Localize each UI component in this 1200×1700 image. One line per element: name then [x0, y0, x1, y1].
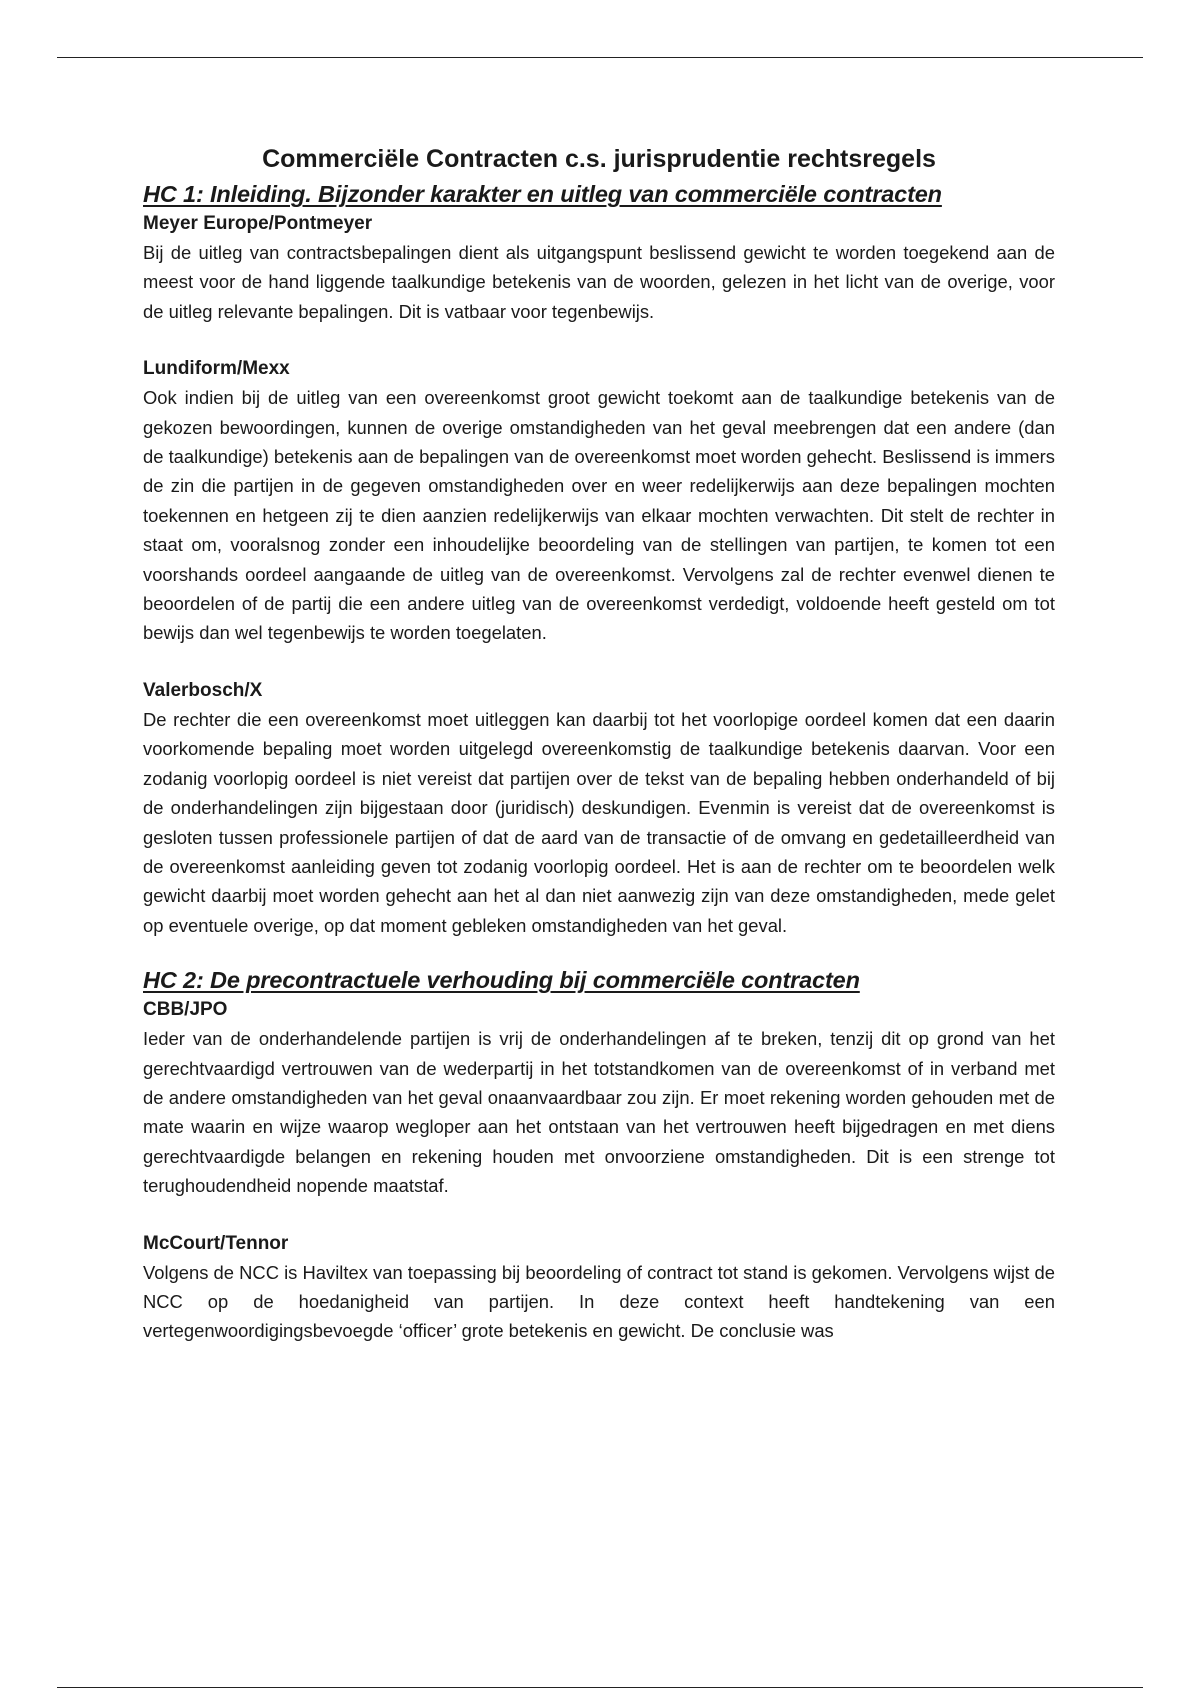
bottom-rule [57, 1687, 1143, 1688]
section-hc2 [143, 964, 1055, 1346]
case-cbb-jpo [143, 996, 1055, 1200]
case-text: Ieder van de onderhandelende partijen is vrij de onderhandelingen af te breken, tenzij dit op grond van het gerechtvaardigd vertrouwen van de wederpartij in het totstandkomen van de overeenkomst of in verband met de andere omstandigheden van het geval onaanvaardbaar zou zijn. Er moet rekening worden gehouden met de mate waarin en wijze waarop wegloper aan het ontstaan van het vertrouwen heeft bijgedragen en met diens gerechtvaardigde belangen en rekening houden met onvoorziene omstandigheden. Dit is een strenge tot terughoudendheid nopende maatstaf. [143, 1028, 1055, 1197]
case-mccourt-tennor [143, 1230, 1055, 1346]
case-text: De rechter die een overeenkomst moet uitleggen kan daarbij tot het voorlopige oordeel komen dat een daarin voorkomende bepaling moet worden uitgelegd overeenkomstig de taalkundige betekenis daarvan. Voor een zodanig voorlopig oordeel is niet vereist dat partijen over de tekst van de bepaling hebben onderhandeld of bij de onderhandelingen zijn bijgestaan door (juridisch) deskundigen. Evenmin is vereist dat de overeenkomst is gesloten tussen professionele partijen of dat de aard van de transactie of de omvang en gedetailleerdheid van de overeenkomst aanleiding geven tot zodanig voorlopig oordeel. Het is aan de rechter om te beoordelen welk gewicht daarbij moet worden gehecht aan het al dan niet aanwezig zijn van deze omstandigheden, mede gelet op eventuele overige, op dat moment gebleken omstandigheden van het geval. [143, 708, 1055, 936]
case-title: Meyer Europe/Pontmeyer [143, 213, 373, 234]
document-body [143, 142, 1055, 1346]
section-heading: HC 2: De precontractuele verhouding bij commerciële contracten [143, 967, 860, 994]
case-text: Bij de uitleg van contractsbepalingen dient als uitgangspunt beslissend gewicht te worden toegekend aan de meest voor de hand liggende taalkundige betekenis van de woorden, gelezen in het licht van de overige, voor de uitleg relevante bepalingen. Dit is vatbaar voor tegenbewijs. [143, 242, 1055, 322]
section-hc1 [143, 178, 1055, 940]
case-text: Volgens de NCC is Haviltex van toepassing bij beoordeling of contract tot stand is gekomen. Vervolgens wijst de NCC op de hoedanigheid van partijen. In deze context heeft handtekening van een vertegenwoordigingsbevoegde ‘officer’ grote betekenis en gewicht. De conclusie was [143, 1261, 1055, 1342]
case-lundiform-mexx [143, 355, 1055, 648]
case-meyer-europe-pontmeyer [143, 210, 1055, 326]
case-text: Ook indien bij de uitleg van een overeenkomst groot gewicht toekomt aan de taalkundige betekenis van de gekozen bewoordingen, kunnen de overige omstandigheden van het geval meebrengen dat een andere (dan de taalkundige) betekenis aan de bepalingen van de overeenkomst moet worden gehecht. Beslissend is immers de zin die partijen in de gegeven omstandigheden over en weer redelijkerwijs aan deze bepalingen mochten toekennen en hetgeen zij te dien aanzien redelijkerwijs van elkaar mochten verwachten. Dit stelt de rechter in staat om, vooralsnog zonder een inhoudelijke beoordeling van de stellingen van partijen, te komen tot een voorshands oordeel aangaande de uitleg van de overeenkomst. Vervolgens zal de rechter evenwel dienen te beoordelen of de partij die een andere uitleg van de overeenkomst verdedigt, voldoende heeft gesteld om tot bewijs dan wel tegenbewijs te worden toegelaten. [143, 387, 1055, 644]
section-heading: HC 1: Inleiding. Bijzonder karakter en uitleg van commerciële contracten [143, 181, 942, 207]
case-title: Lundiform/Mexx [143, 358, 290, 380]
top-rule [57, 57, 1143, 58]
case-title: CBB/JPO [143, 999, 228, 1021]
document-title: Commerciële Contracten c.s. jurisprudentie rechtsregels [262, 145, 936, 173]
case-title: Valerbosch/X [143, 679, 263, 701]
case-valerbosch-x [143, 677, 1055, 940]
case-title: McCourt/Tennor [143, 1232, 289, 1254]
